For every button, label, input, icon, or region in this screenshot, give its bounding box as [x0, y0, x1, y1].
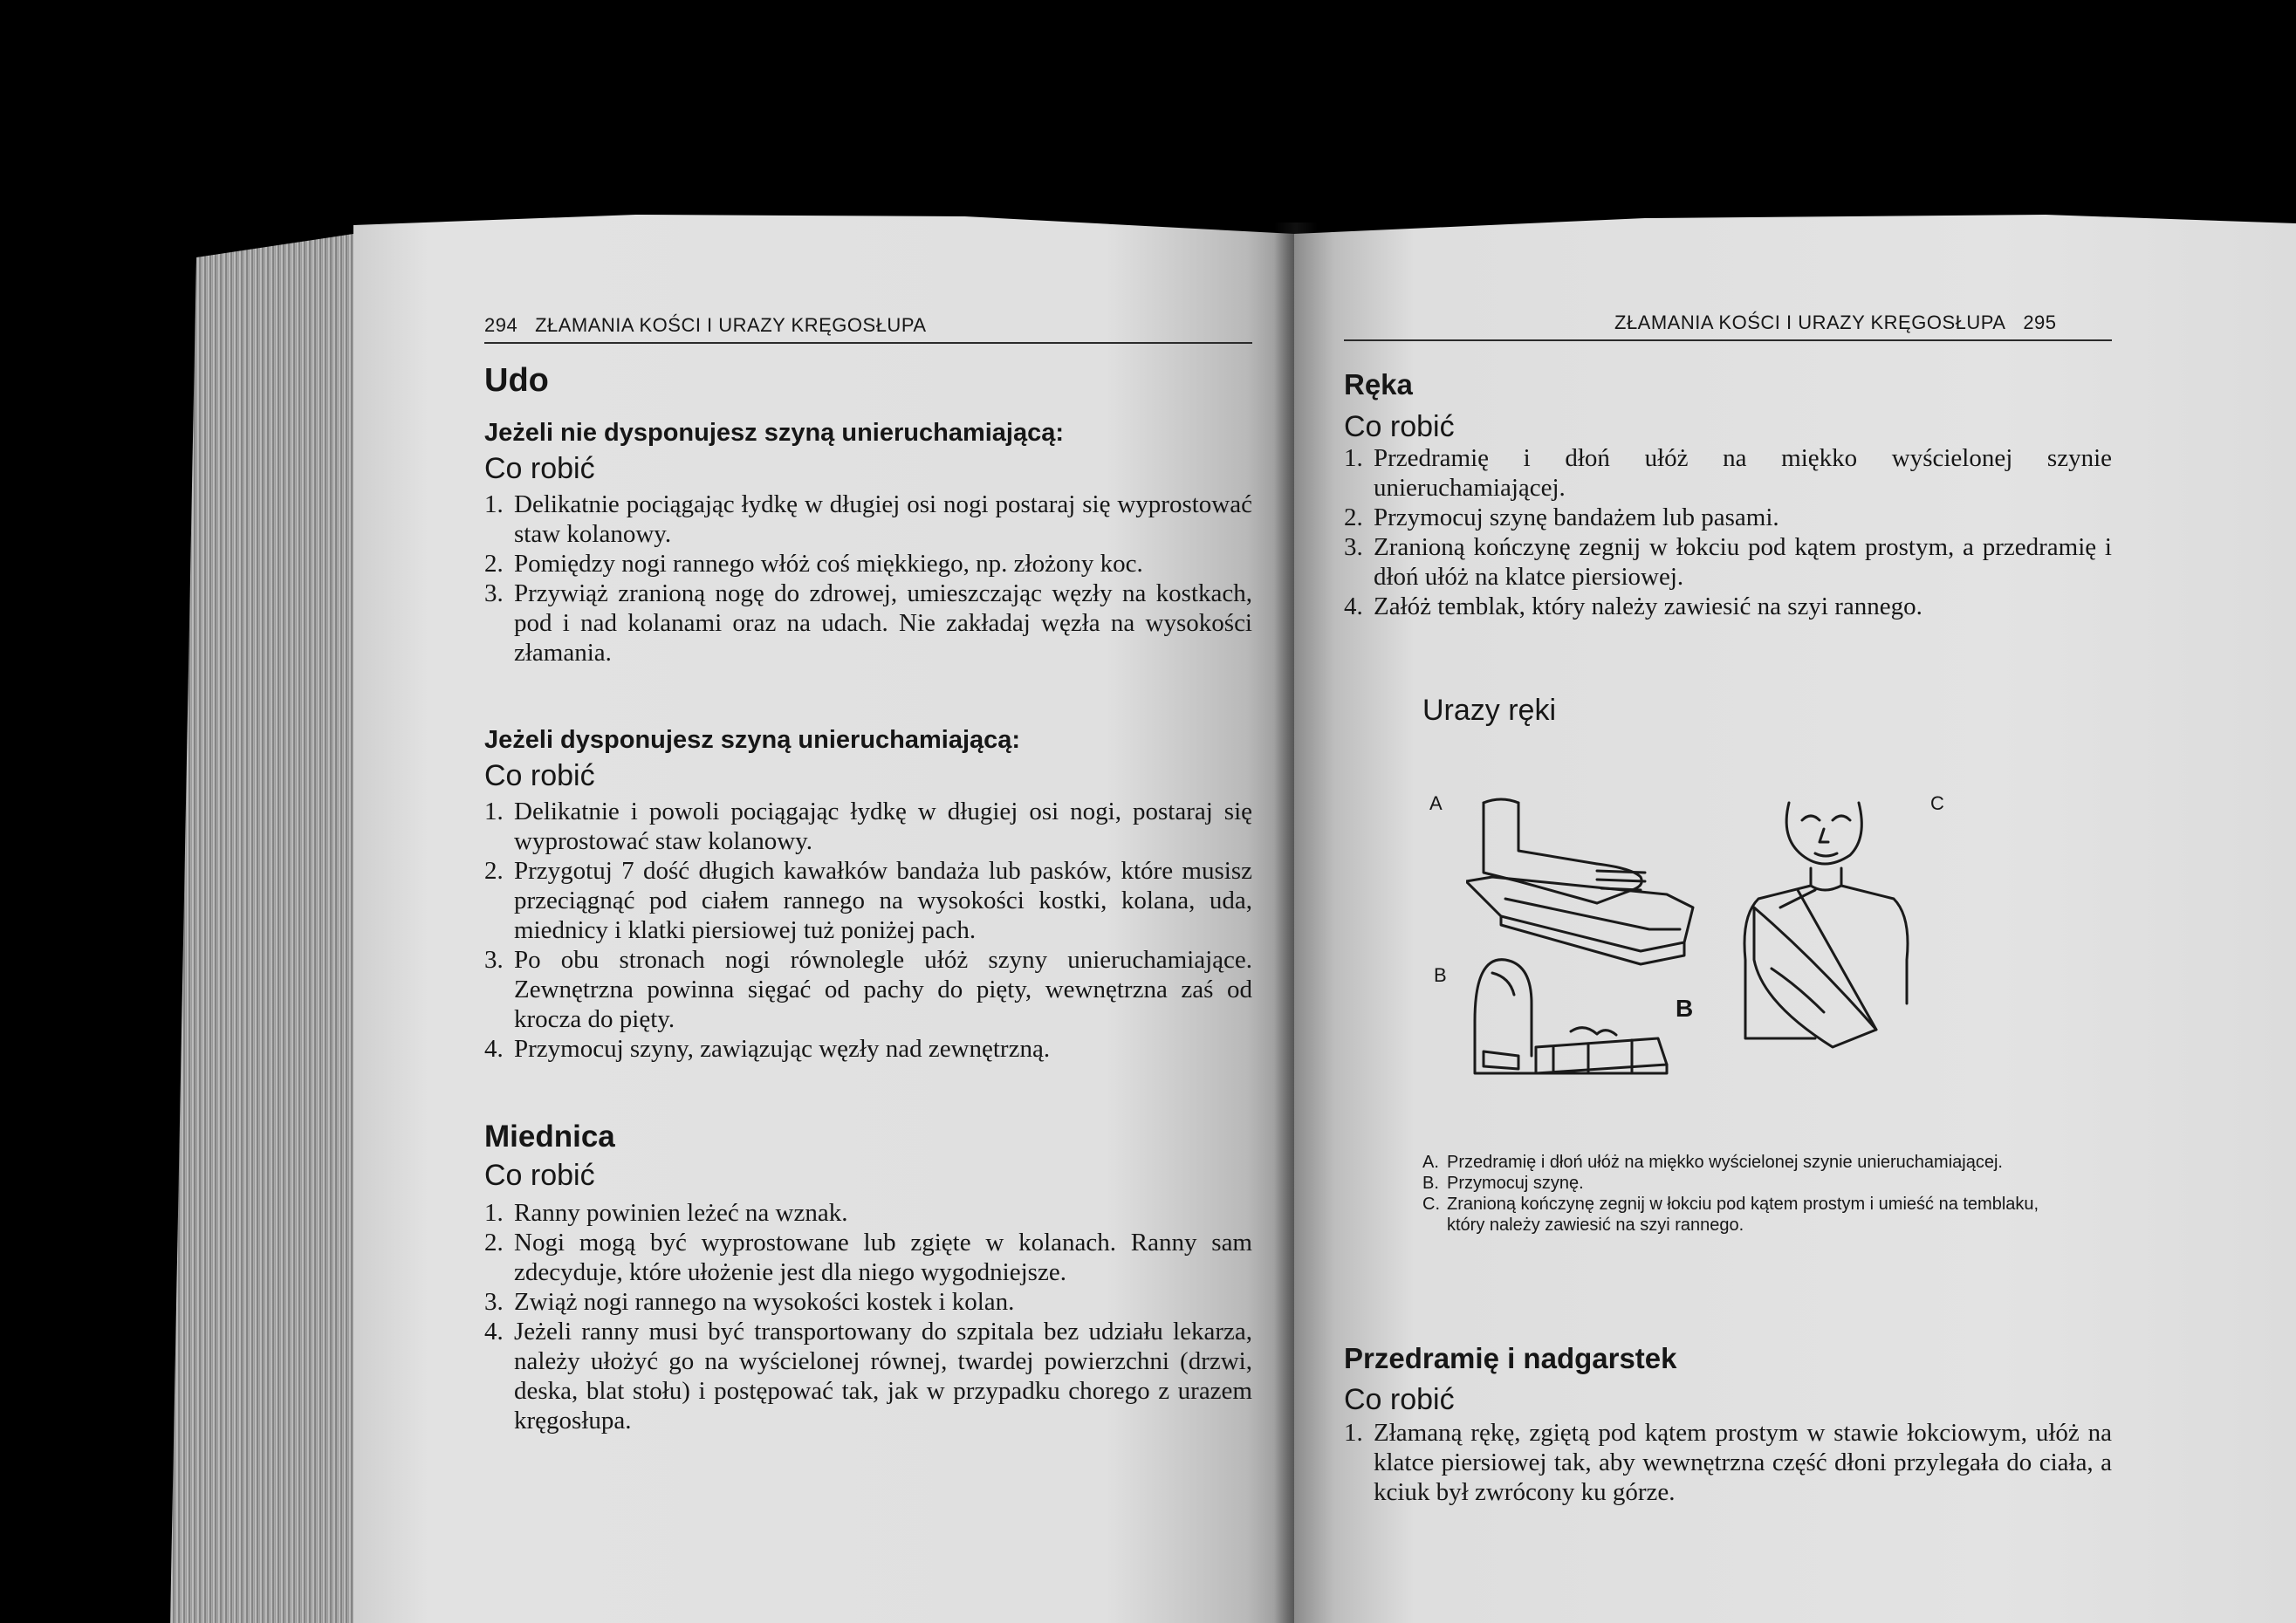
left-running-title: ZŁAMANIA KOŚCI I URAZY KRĘGOSŁUPA — [535, 314, 927, 336]
section-heading-przedramie: Przedramię i nadgarstek — [1344, 1342, 1677, 1374]
figure-title: Urazy ręki — [1422, 694, 1557, 727]
section-heading-miednica: Miednica — [484, 1120, 615, 1154]
list-item: 1. Delikatnie pociągając łydkę w długiej osi nogi postaraj się wyprostować staw kolanowy. — [484, 490, 1252, 548]
left-page-number: 294 — [484, 314, 518, 336]
what-to-do-heading: Co robić — [1344, 410, 1455, 443]
list-item: 3. Przywiąż zranioną nogę do zdrowej, umieszczając węzły na kostkach, pod i nad kolanami oraz na udach. Nie zakładaj węzła na wysokości złamania. — [484, 579, 1252, 667]
list-item: 2. Przymocuj szynę bandażem lub pasami. — [1344, 503, 1779, 531]
arm-injury-illustration — [1466, 785, 2077, 1082]
list-item: 3. Po obu stronach nogi równolegle ułóż szyny unieruchamiające. Zewnętrzna powinna sięgać od pachy do pięty, wewnętrzna zaś od krocza do pięty. — [484, 946, 1252, 1033]
what-to-do-heading: Co robić — [1344, 1383, 1455, 1416]
przedramie-steps — [1344, 1418, 2112, 1507]
list-item: 1. Przedramię i dłoń ułóż na miękko wyścielonej szynie unieruchamiającej. — [1344, 444, 2112, 502]
splint-forearm-drawing — [1466, 799, 1693, 964]
list-item: 4. Załóż temblak, który należy zawiesić na szyi rannego. — [1344, 592, 1922, 620]
right-header-rule — [1344, 339, 2112, 341]
book-page-edges — [170, 231, 371, 1623]
what-to-do-heading: Co robić — [484, 1159, 595, 1192]
condition-with-splint: Jeżeli dysponujesz szyną unieruchamiającą: — [484, 726, 1021, 754]
list-item: 2. Nogi mogą być wyprostowane lub zgięte w kolanach. Ranny sam zdecyduje, które ułożenie jest dla niego wygodniejsze. — [484, 1229, 1252, 1286]
list-item: C. Zranioną kończynę zegnij w łokciu pod kątem prostym i umieść na temblaku, który należy zawiesić na szyi rannego. — [1422, 1195, 2039, 1235]
reka-steps — [1344, 443, 2112, 621]
list-item: B. Przymocuj szynę. — [1422, 1174, 1584, 1193]
what-to-do-heading: Co robić — [484, 759, 595, 792]
figure-label-a: A — [1429, 792, 1443, 814]
section-heading-udo: Udo — [484, 362, 549, 399]
list-item: 1. Złamaną rękę, zgiętą pod kątem prostym w stawie łokciowym, ułóż na klatce piersiowej tak, aby wewnętrzna część dłoni przylegała do ciała, a kciuk był zwrócony ku górze. — [1344, 1419, 2112, 1506]
what-to-do-heading: Co robić — [484, 452, 595, 485]
list-item: 1. Ranny powinien leżeć na wznak. — [484, 1199, 848, 1227]
left-running-head — [484, 314, 927, 337]
list-item: 2. Pomiędzy nogi rannego włóż coś miękkiego, np. złożony koc. — [484, 550, 1143, 578]
figure-label-b-small: B — [1434, 964, 1447, 986]
right-running-head — [1614, 312, 2057, 334]
list-item: A. Przedramię i dłoń ułóż na miękko wyścielonej szynie unieruchamiającej. — [1422, 1153, 2003, 1172]
list-item: 3. Zwiąż nogi rannego na wysokości kostek i kolan. — [484, 1288, 1015, 1316]
list-item: 2. Przygotuj 7 dość długich kawałków bandaża lub pasków, które musisz przeciągnąć pod ciałem rannego na wysokości kostki, kolana, uda, miednicy i klatki piersiowej tuż poniżej pach. — [484, 857, 1252, 944]
right-page-number: 295 — [2023, 312, 2057, 333]
figure-caption — [1422, 1152, 2060, 1236]
list-item: 3. Zranioną kończynę zegnij w łokciu pod kątem prostym, a przedramię i dłoń ułóż na klatce piersiowej. — [1344, 533, 2112, 591]
miednica-steps — [484, 1198, 1252, 1435]
condition-no-splint: Jeżeli nie dysponujesz szyną unieruchamiającą: — [484, 419, 1065, 447]
arm-sling-drawing — [1744, 803, 1908, 1047]
figure-label-b-bold: B — [1676, 995, 1694, 1022]
udo-steps-with-splint — [484, 797, 1252, 1064]
right-running-title: ZŁAMANIA KOŚCI I URAZY KRĘGOSŁUPA — [1614, 312, 2006, 333]
figure-label-c: C — [1930, 792, 1944, 814]
list-item: 4. Jeżeli ranny musi być transportowany do szpitala bez udziału lekarza, należy ułożyć go na wyścielonej równej, twardej powierzchni (drzwi, deska, blat stołu) i postępować tak, jak w przypadku chorego z urazem kręgosłupa. — [484, 1318, 1252, 1435]
bandaged-splint-drawing — [1475, 960, 1667, 1073]
udo-steps-no-splint — [484, 490, 1252, 668]
section-heading-reka: Ręka — [1344, 368, 1413, 401]
list-item: 4. Przymocuj szyny, zawiązując węzły nad zewnętrzną. — [484, 1035, 1051, 1063]
left-header-rule — [484, 342, 1252, 344]
list-item: 1. Delikatnie i powoli pociągając łydkę w długiej osi nogi, postaraj się wyprostować staw kolanowy. — [484, 798, 1252, 855]
